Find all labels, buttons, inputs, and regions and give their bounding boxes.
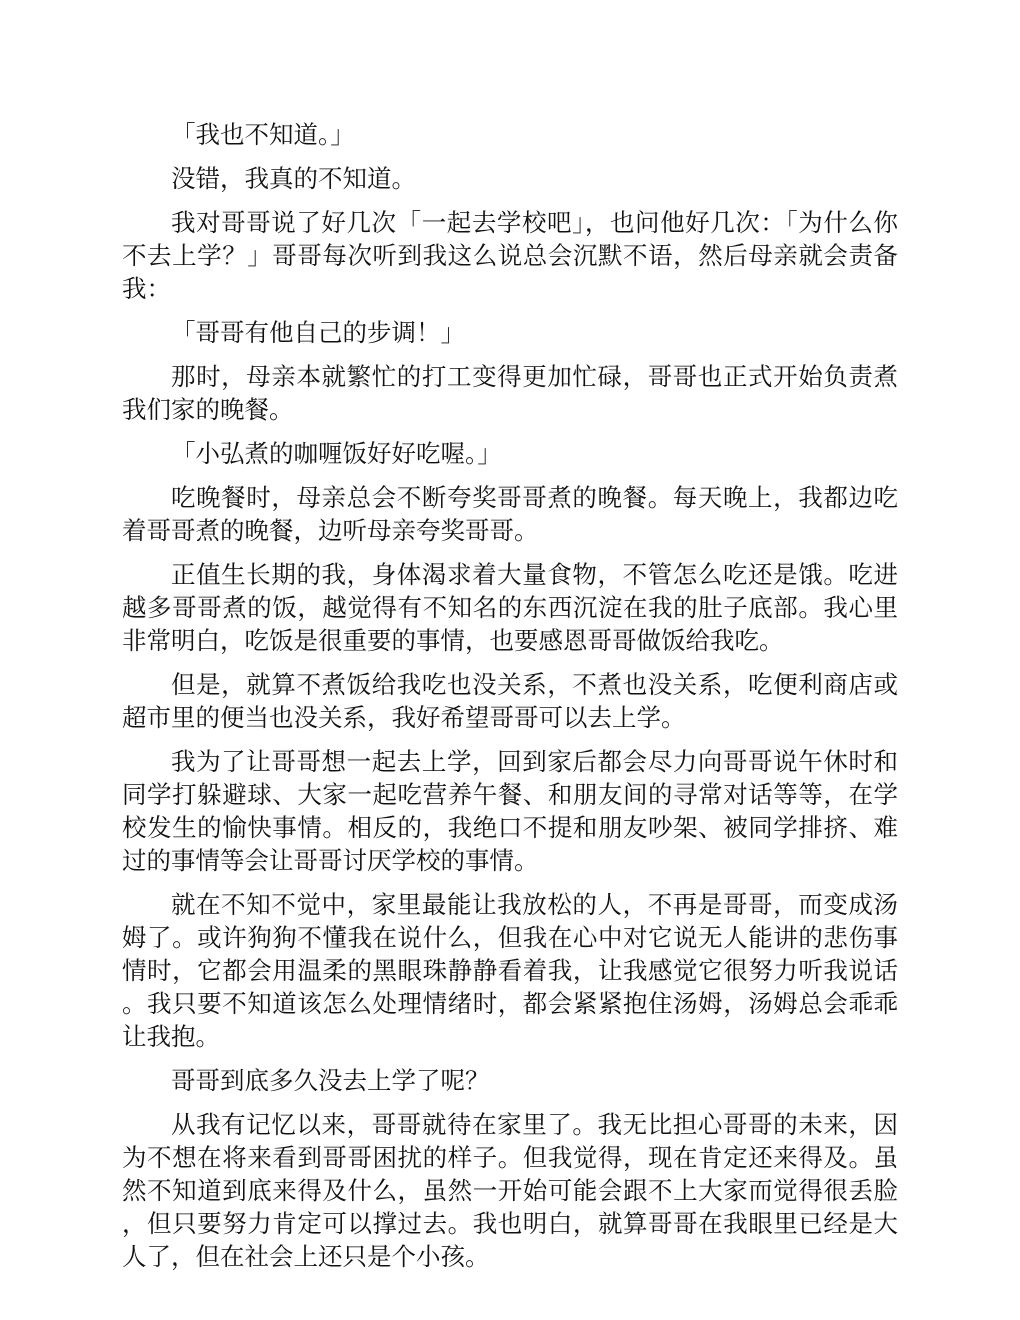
paragraph-12: 哥哥到底多久没去上学了呢？ (171, 1066, 490, 1095)
paragraph-6: 「小弘煮的咖喱饭好好吃喔。」 (171, 439, 502, 468)
paragraph-4: 「哥哥有他自己的步调！」 (171, 318, 465, 347)
paragraph-5: 那时，母亲本就繁忙的打工变得更加忙碌，哥哥也正式开始负责煮我们家的晚餐。 (122, 362, 898, 424)
paragraph-8: 正值生长期的我，身体渴求着大量食物，不管怎么吃还是饿。吃进越多哥哥煮的饭，越觉得有不知名的东西沉淀在我的肚子底部。我心里非常明白，吃饭是很重要的事情，也要感恩哥哥做饭给我吃。 (122, 560, 898, 655)
paragraph-10: 我为了让哥哥想一起去上学，回到家后都会尽力向哥哥说午休时和同学打躲避球、大家一起吃营养午餐、和朋友间的寻常对话等等，在学校发生的愉快事情。相反的，我绝口不提和朋友吵架、被同学排挤、难过的事情等会让哥哥讨厌学校的事情。 (122, 747, 898, 875)
paragraph-2: 没错，我真的不知道。 (171, 164, 416, 193)
paragraph-7: 吃晚餐时，母亲总会不断夸奖哥哥煮的晚餐。每天晚上，我都边吃着哥哥煮的晚餐，边听母亲夸奖哥哥。 (122, 483, 898, 545)
paragraph-11: 就在不知不觉中，家里最能让我放松的人，不再是哥哥，而变成汤姆了。或许狗狗不懂我在说什么，但我在心中对它说无人能讲的悲伤事情时，它都会用温柔的黑眼珠静静看着我，让我感觉它很努力听我说话。我只要不知道该怎么处理情绪时，都会紧紧抱住汤姆，汤姆总会乖乖让我抱。 (122, 890, 898, 1051)
paragraph-9: 但是，就算不煮饭给我吃也没关系，不煮也没关系，吃便利商店或超市里的便当也没关系，我好希望哥哥可以去上学。 (122, 670, 898, 732)
document-body (122, 118, 898, 1284)
paragraph-1: 「我也不知道。」 (171, 120, 355, 149)
paragraph-13: 从我有记忆以来，哥哥就待在家里了。我无比担心哥哥的未来，因为不想在将来看到哥哥困扰的样子。但我觉得，现在肯定还来得及。虽然不知道到底来得及什么，虽然一开始可能会跟不上大家而觉得很丢脸，但只要努力肯定可以撑过去。我也明白，就算哥哥在我眼里已经是大人了，但在社会上还只是个小孩。 (122, 1110, 898, 1271)
paragraph-3: 我对哥哥说了好几次「一起去学校吧」，也问他好几次：「为什么你不去上学？」哥哥每次听到我这么说总会沉默不语，然后母亲就会责备我： (122, 208, 898, 303)
